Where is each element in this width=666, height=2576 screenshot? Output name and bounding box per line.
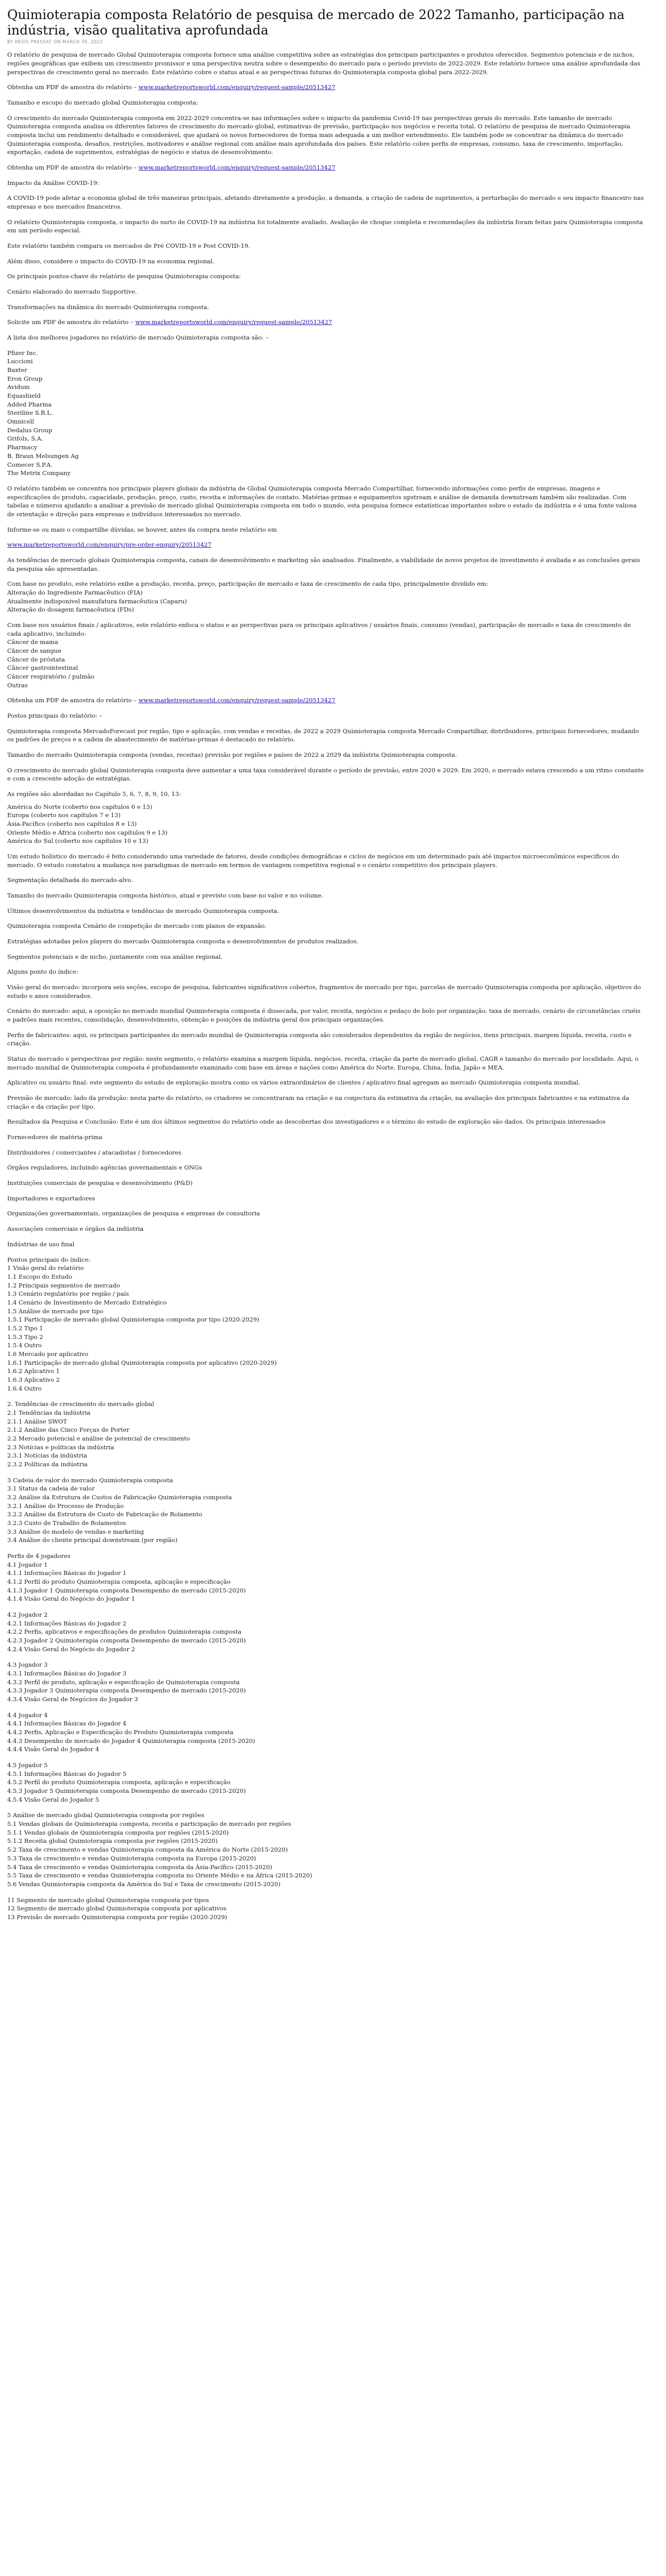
paragraph-distributors: Distribuidores / comerciantes / atacadistas / fornecedores [7, 1148, 181, 1156]
paragraph-latest: Últimos desenvolvimentos da indústria e tendências de mercado Quimioterapia composta. [7, 907, 279, 914]
toc-item: 4.3 Jogador 3 [7, 1661, 48, 1669]
sample-link[interactable]: www.marketreportsworld.com/enquiry/request-sample/20513427 [138, 83, 336, 91]
toc-item: 4.2.3 Jogador 2 Quimioterapia composta Desempenho de mercado (2015-2020) [7, 1637, 246, 1645]
paragraph-associations: Associações comerciais e órgãos da indústria [7, 1225, 144, 1233]
toc-item: 5 Análise de mercado global Quimioterapia composta por regiões [7, 1811, 205, 1819]
toc-item: Perfis de 4 jogadores [7, 1552, 71, 1560]
toc-item: 2. Tendências de crescimento do mercado global [7, 1400, 154, 1408]
toc-item: 5.3 Taxa de crescimento e vendas Quimioterapia composta na Europa (2015-2020) [7, 1854, 256, 1862]
paragraph-competition: Quimioterapia composta Cenário de competição de mercado com planos de expansão. [7, 922, 267, 930]
toc-item: 4.5 Jogador 5 [7, 1761, 48, 1769]
toc-item: 4.5.4 Visão Geral do Jogador 5 [7, 1795, 99, 1803]
toc-item: 1.5.3 Tipo 2 [7, 1333, 43, 1341]
title-line-1: Quimioterapia composta Relatório de pesquisa de mercado de 2022 Tamanho, participação na [7, 7, 625, 22]
toc-item: 1.5 Análise de mercado por tipo [7, 1307, 104, 1315]
list-item: Equashield [7, 392, 41, 400]
toc-item: 1.6 Mercado por aplicativo [7, 1350, 89, 1358]
list-item: Câncer de sangue [7, 647, 62, 654]
toc-item: 4.4 Jogador 4 [7, 1711, 48, 1719]
apps-section [7, 621, 644, 689]
toc-item: 2.3.1 Notícias da indústria [7, 1452, 88, 1460]
toc-item: 1.5.1 Participação de mercado global Quimioterapia composta por tipo (2020-2029) [7, 1316, 259, 1324]
regions-section [7, 790, 644, 845]
paragraph-scenario: Cenário elaborado do mercado Supportive. [7, 288, 137, 296]
list-item: Outras [7, 681, 28, 689]
article-title [7, 7, 644, 38]
paragraph-index-heading: Alguns ponto do índice: [7, 968, 78, 976]
toc-item: 12 Segmento de mercado global Quimioterapia composta por aplicativos [7, 1905, 227, 1912]
toc-spacer [7, 1545, 644, 1552]
paragraph-strategies: Estratégias adotadas pelos players do mercado Quimioterapia composta e desenvolvimentos de produtos realizados. [7, 938, 359, 945]
paragraph-importers: Importadores e exportadores [7, 1194, 95, 1202]
list-item: Câncer de próstata [7, 655, 65, 663]
paragraph-regions-heading: As regiões são abordadas no Capítulo 5, 6, 7, 8, 9, 10, 13: [7, 790, 181, 798]
paragraph-profiles: Perfis de fabricantes: aqui, os principais participantes do mercado mundial de Quimioterapia composta são considerados dependentes da região de negócios, itens principais, margem líquida, receita, custo e criação. [7, 1031, 632, 1047]
list-item: Baxter [7, 366, 27, 374]
toc-item: 1.5.4 Outro [7, 1342, 42, 1349]
toc-item: 5.5 Taxa de crescimento e vendas Quimioterapia composta no Oriente Médio e na África (2015-2020) [7, 1872, 312, 1879]
paragraph-government: Organizações governamentais, organizações de pesquisa e empresas de consultoria [7, 1210, 260, 1217]
toc-item: 2.2 Mercado potencial e análise de potencial de crescimento [7, 1434, 190, 1442]
toc-item: 5.4 Taxa de crescimento e vendas Quimioterapia composta da Ásia-Pacífico (2015-2020) [7, 1863, 273, 1871]
toc-item: 4.2.4 Visão Geral do Negócio do Jogador 2 [7, 1645, 135, 1653]
sample-link-line-1 [7, 83, 644, 92]
toc-item: 1.6.4 Outro [7, 1384, 42, 1392]
toc-item: 2.1.1 Análise SWOT [7, 1417, 67, 1425]
paragraph-size-history: Tamanho do mercado Quimioterapia composta histórico, atual e previsto com base no valor e no volume. [7, 892, 323, 900]
paragraph-players-heading: A lista dos melhores jogadores no relatório de mercado Quimioterapia composta são: – [7, 334, 269, 342]
toc-item: 5.6 Vendas Quimioterapia composta da América do Sul e Taxa de crescimento (2015-2020) [7, 1880, 281, 1888]
toc-spacer [7, 1469, 644, 1476]
toc-item: 3.1 Status da cadeia de valor [7, 1485, 95, 1493]
toc-item: 4.3.1 Informações Básicas do Jogador 3 [7, 1670, 127, 1677]
pre-order-link[interactable]: www.marketreportsworld.com/enquiry/pre-order-enquiry/20513427 [7, 541, 212, 549]
toc-item: 5.1.2 Receita global Quimioterapia composta por regiões (2015-2020) [7, 1837, 218, 1845]
paragraph-overview: Visão geral do mercado: incorpora seis seções, escopo de pesquisa, fabricantes significativos cobertos, fragmentos de mercado por tipo, parcelas de mercado Quimioterapia composta por aplicação, objetivos do estudo e anos considerados. [7, 984, 641, 999]
list-item: América do Sul (coberto nos capítulos 10 e 13) [7, 837, 148, 845]
toc-item: 5.1.1 Vendas globais de Quimioterapia composta por regiões (2015-2020) [7, 1828, 229, 1836]
title-line-2: indústria, visão qualitativa aprofundada [7, 23, 269, 38]
toc-item: 3.2.1 Análise do Processo de Produção [7, 1502, 124, 1510]
paragraph-covid-3: Este relatório também compara os mercados de Pré COVID-19 e Post COVID-19. [7, 242, 251, 250]
paragraph-report-points: Postos principais do relatório: – [7, 711, 103, 719]
toc-spacer [7, 1754, 644, 1761]
list-item: Câncer gastrointestinal [7, 664, 78, 672]
players-list [7, 349, 644, 478]
toc-item: 4.5.3 Jogador 5 Quimioterapia composta Desempenho de mercado (2015-2020) [7, 1787, 246, 1795]
toc-item: 1 Visão geral do relatório [7, 1264, 84, 1272]
toc-item: 3.2.3 Custo de Trabalho de Rolamentos [7, 1519, 126, 1527]
link-prefix: Obtenha um PDF de amostra do relatório – [7, 697, 137, 704]
paragraph-apps-heading: Com base nos usuários finais / aplicativos, este relatório enfoca o status e as perspectivas para os principais aplicativos / usuários finais, consumo (vendas), participação de mercado e taxa de crescimento de cada aplicativo, incluindo: [7, 621, 631, 637]
list-item: Avidum [7, 383, 30, 391]
paragraph-rnd: Instituições comerciais de pesquisa e desenvolvimento (P&D) [7, 1179, 193, 1187]
toc-item: 1.5.2 Tipo 1 [7, 1324, 43, 1332]
toc-item: 4.2 Jogador 2 [7, 1611, 48, 1619]
paragraph-status-region: Status do mercado e perspectivas por região: neste segmento, o relatório examina a margem líquida, negócios, receita, criação da parte do mercado global, CAGR e tamanho do mercado por localidade. Aqui, o mercado mundial de Quimioterapia composta é profundamente examinado com base em áreas e nações como América do Norte, Europa, China, Índia, Japão e MEA. [7, 1055, 639, 1071]
link-prefix: Obtenha um PDF de amostra do relatório – [7, 164, 137, 172]
paragraph-raw-suppliers: Fornecedores de matéria-prima [7, 1133, 103, 1141]
sample-link-line-2 [7, 163, 644, 172]
sample-link[interactable]: www.marketreportsworld.com/enquiry/request-sample/20513427 [138, 164, 336, 172]
toc-item: Pontos principais do índice: [7, 1256, 91, 1263]
toc-item: 3.4 Análise do cliente principal downstream (por região) [7, 1536, 178, 1544]
paragraph-app-enduser: Aplicativo ou usuário final: este segmento do estudo de exploração mostra como os vários extraordinários de clientes / aplicativo final agregam ao mercado Quimioterapia composta mundial. [7, 1079, 580, 1087]
list-item: Atualmente indisponível manufatura farmacêutica (Caparu) [7, 597, 187, 605]
toc-item: 5.2 Taxa de crescimento e vendas Quimioterapia composta da América do Norte (2015-2020) [7, 1846, 288, 1854]
toc-item: 1.2 Principais segmentos de mercado [7, 1281, 120, 1289]
toc-item: 1.1 Escopo do Estudo [7, 1273, 73, 1280]
byline: BY REVIS PRESSAT ON MARCH 30, 2022 [7, 40, 103, 45]
paragraph-holistic: Um estudo holístico do mercado é feito considerando uma variedade de fatores, desde condições demográficas e ciclos de negócios em um determinado país até impactos microeconômicos específicos do mercado. O estudo constatou a mudança nos paradigmas de mercado em termos de vantagem competitiva regional e o cenário competitivo dos principais players. [7, 853, 620, 869]
paragraph-key-points: Os principais pontos-chave do relatório de pesquisa Quimioterapia composta: [7, 273, 241, 280]
toc-item: 4.4.2 Perfis, Aplicação e Especificação do Produto Quimioterapia composta [7, 1728, 234, 1736]
table-of-contents [7, 1256, 644, 1922]
paragraph-players-detail: O relatório também se concentra nos principais players globais da indústria de Global Quimioterapia composta Mercado Compartilhar, fornecendo informações como perfis de empresas, imagens e especificações do produto, capacidade, produção, preço, custo, receita e informações de contato. Matérias-primas e equipamentos upstream e análise de demanda downstream também são realizadas. Com tabelas e números ajudando a analisar a previsão de mercado global Quimioterapia composta em todo o mundo, esta pesquisa fornece estatísticas importantes sobre o estado da indústria e é uma fonte valiosa de orientação e direção para empresas e indivíduos interessados no mercado. [7, 484, 637, 518]
paragraph-covid-1: A COVID-19 pode afetar a economia global de três maneiras principais, afetando diretamente a produção, a demanda, a criação de cadeia de suprimentos, a perturbação do mercado e seu impacto financeiro nas empresas e nos mercados financeiros. [7, 194, 644, 211]
toc-spacer [7, 1704, 644, 1711]
toc-item: 4.1.3 Jogador 1 Quimioterapia composta Desempenho de mercado (2015-2020) [7, 1586, 246, 1594]
toc-item: 4.3.2 Perfil de produto, aplicação e especificação de Quimioterapia composta [7, 1678, 240, 1686]
toc-spacer [7, 1889, 644, 1896]
list-item: Europa (coberto nos capítulos 7 e 13) [7, 811, 121, 819]
sample-link-line-4 [7, 696, 644, 705]
toc-item: 4.4.3 Desempenho de mercado do Jogador 4 Quimioterapia composta (2015-2020) [7, 1737, 255, 1744]
list-item: Dedalus Group [7, 426, 53, 434]
paragraph-covid-heading: Impacto da Análise COVID-19: [7, 179, 99, 187]
paragraph-scenario-detail: Cenário do mercado: aqui, a oposição no mercado mundial Quimioterapia composta é dissecada, por valor, receita, negócios e pedaço de bolo por organização, taxa de mercado, cenário de circunstâncias cruéis e padrões mais recentes, consolidação, desenvolvimento, obtenção e posições da indústria geral dos principais organizações. [7, 1007, 641, 1024]
toc-item: 11 Segmento de mercado global Quimioterapia composta por tipos [7, 1896, 209, 1904]
paragraph-forecast: Quimioterapia composta MercadoForecast por região, tipo e aplicação, com vendas e receitas, de 2022 a 2029 Quimioterapia composta Mercado Compartilhar, distribuidores, principais fornecedores, mudando os padrões de preços e a cadeia de abastecimento de matérias-primas é destacado no relatório. [7, 727, 639, 743]
paragraph-end-use: Indústrias de uso final [7, 1240, 75, 1248]
list-item: Steriline S.R.L. [7, 409, 53, 417]
toc-item: 4.1.2 Perfil do produto Quimioterapia composta, aplicação e especificação [7, 1578, 231, 1586]
list-item: The Metrix Company [7, 469, 71, 477]
paragraph-scope-heading: Tamanho e escopo do mercado global Quimioterapia composta: [7, 99, 198, 106]
toc-item: 4.4.4 Visão Geral do Jogador 4 [7, 1745, 99, 1753]
toc-spacer [7, 1603, 644, 1611]
paragraph-types-heading: Com base no produto, este relatório exibe a produção, receita, preço, participação de mercado e taxa de crescimento de cada tipo, principalmente dividido em: [7, 580, 489, 588]
toc-spacer [7, 1393, 644, 1400]
sample-link-line-3 [7, 318, 644, 327]
paragraph-results: Resultados da Pesquisa e Conclusão: Este é um dos últimos segmentos do relatório onde as descobertas dos investigadores e o término do estudo de exploração são dados. Os principais interessados [7, 1118, 606, 1126]
list-item: Câncer respiratório / pulmão [7, 672, 95, 680]
list-item: Pfizer Inc. [7, 349, 38, 357]
toc-item: 4.2.1 Informações Básicas do Jogador 2 [7, 1619, 127, 1627]
toc-item: 13 Previsão de mercado Quimioterapia composta por região (2020-2029) [7, 1913, 227, 1921]
toc-item: 4.5.2 Perfil do produto Quimioterapia composta, aplicação e especificação [7, 1778, 231, 1786]
paragraph-forecast-production: Previsão de mercado: lado da produção: nesta parte do relatório, os criadores se concentraram na criação e na conjectura da estimativa da criação, na avaliação dos principais fabricantes e na estimativa da criação e da criação por tipo. [7, 1094, 629, 1110]
list-item: Grifols, S.A. [7, 435, 43, 443]
paragraph-niche: Segmentos potenciais e de nicho, juntamente com sua análise regional. [7, 953, 223, 960]
list-item: B. Braun Melsungen Ag [7, 452, 79, 460]
toc-item: 4.3.3 Jogador 3 Quimioterapia composta Desempenho de mercado (2015-2020) [7, 1687, 246, 1694]
sample-link[interactable]: www.marketreportsworld.com/enquiry/request-sample/20513427 [135, 318, 332, 326]
list-item: Oriente Médio e África (coberto nos capítulos 9 e 13) [7, 828, 168, 836]
paragraph-regulators: Órgãos reguladores, incluindo agências governamentais e ONGs [7, 1164, 202, 1172]
toc-item: 3.3 Análise do modelo de vendas e marketing [7, 1528, 144, 1535]
list-item: Alteração do Ingrediente Farmacêutico (FIA) [7, 588, 143, 596]
list-item: Ásia-Pacífico (coberto nos capítulos 8 e 13) [7, 820, 137, 827]
toc-item: 4.1.4 Visão Geral do Negócio do Jogador 1 [7, 1595, 135, 1603]
toc-item: 4.4.1 Informações Básicas do Jogador 4 [7, 1720, 127, 1727]
toc-item: 4.2.2 Perfis, aplicativos e especificações de produtos Quimioterapia composta [7, 1628, 242, 1636]
list-item: Comecer S.P.A. [7, 461, 53, 468]
toc-item: 4.5.1 Informações Básicas do Jogador 5 [7, 1770, 127, 1777]
toc-item: 2.3 Notícias e políticas da indústria [7, 1443, 114, 1451]
toc-item: 2.1.2 Análise das Cinco Forças de Porter [7, 1426, 129, 1434]
paragraph-market-size: Tamanho do mercado Quimioterapia composta (vendas, receitas) previsão por regiões e países de 2022 a 2029 da indústria Quimioterapia composta. [7, 751, 457, 758]
toc-spacer [7, 1804, 644, 1811]
list-item: Alteração do dosagem farmacêutica (FDs) [7, 606, 134, 614]
list-item: Added Pharma [7, 400, 52, 408]
link-prefix: Solicite um PDF de amostra do relatório – [7, 318, 134, 326]
toc-item: 1.4 Cenário de Investimento de Mercado Estratégico [7, 1298, 167, 1306]
paragraph-covid-2: O relatório Quimioterapia composta, o impacto do surto de COVID-19 na indústria foi totalmente avaliado. Avaliação de choque completa e recomendações da indústria foram feitas para Quimioterapia composta em um período especial. [7, 218, 643, 234]
toc-item: 1.6.3 Aplicativo 2 [7, 1376, 60, 1383]
toc-item: 4.1 Jogador 1 [7, 1561, 48, 1568]
paragraph-covid-4: Além disso, considere o impacto do COVID-19 na economia regional. [7, 257, 214, 265]
list-item: Câncer de mama [7, 638, 58, 646]
toc-item: 3 Cadeia de valor do mercado Quimioterapia composta [7, 1476, 173, 1484]
toc-item: 1.6.2 Aplicativo 1 [7, 1367, 60, 1375]
paragraph-scope: O crescimento do mercado Quimioterapia composta em 2022-2029 concentra-se nas informações sobre o impacto da pandemia Covid-19 nas perspectivas gerais do mercado. Este tamanho de mercado Quimioterapia composta analisa os diferentes fatores de crescimento do mercado global, estimativas de previsão, participação nos negócios e receita total. O relatório de pesquisa de mercado Quimioterapia composta inclui um rendimento detalhado e considerável, que ajudará os novos fornecedores de forma mais adequada a um melhor entendimento. Ele também pode se concentrar na dinâmica do mercado Quimioterapia composta, desafios, restrições, motivadores e análise regional com análise mais aprofundada dos países. Este relatório cobre perfis de empresas, consumo, taxa de crescimento, importação, exportação, cadeia de suprimentos, estratégias de negócio e status de desenvolvimento. [7, 114, 630, 156]
list-item: América do Norte (coberto nos capítulos 6 e 13) [7, 803, 153, 810]
list-item: Pharmacy [7, 444, 38, 451]
toc-item: 2.1 Tendências da indústria [7, 1409, 91, 1416]
toc-item: 4.1.1 Informações Básicas do Jogador 1 [7, 1569, 127, 1577]
sample-link[interactable]: www.marketreportsworld.com/enquiry/request-sample/20513427 [138, 697, 336, 704]
toc-item: 4.3.4 Visão Geral de Negócios do Jogador 3 [7, 1696, 138, 1703]
toc-spacer [7, 1653, 644, 1660]
toc-item: 2.3.2 Políticas da indústria [7, 1460, 88, 1468]
toc-item: 3.2.2 Análise da Estrutura de Custo de Fabricação de Rolamento [7, 1511, 203, 1518]
paragraph-growth: O crescimento do mercado global Quimioterapia composta deve aumentar a uma taxa considerável durante o período de previsão, entre 2020 e 2029. Em 2020, o mercado estava crescendo a um ritmo constante e com a crescente adoção de estratégias. [7, 766, 644, 783]
toc-item: 1.3 Cenário regulatório por região / país [7, 1290, 129, 1298]
list-item: Luccioni [7, 358, 33, 365]
toc-item: 3.2 Análise da Estrutura de Custos de Fabricação Quimioterapia composta [7, 1493, 232, 1501]
paragraph-intro: O relatório de pesquisa de mercado Global Quimioterapia composta fornece uma análise competitiva sobre as estratégias dos principais participantes e produtos oferecidos. Segmentos potenciais e de nichos, regiões geográficas que exibem um crescimento promissor e uma perspectiva neutra sobre o desempenho do mercado para o período previsto de 2022-2029. Este relatório fornece uma análise aprofundada das perspectivas de crescimento geral no mercado. Este relatório cobre o status atual e as perspectivas futuras do Quimioterapia composta global para 2022-2029. [7, 51, 641, 76]
link-prefix: Obtenha um PDF de amostra do relatório – [7, 83, 137, 91]
paragraph-transformations: Transformações na dinâmica do mercado Quimioterapia composta. [7, 303, 209, 311]
paragraph-enquiry: Informe-se ou mais o compartilhe dúvidas, se houver, antes da compra neste relatório em [7, 526, 277, 533]
toc-item: 1.6.1 Participação de mercado global Quimioterapia composta por aplicativo (2020-2029) [7, 1359, 277, 1366]
list-item: Eron Group [7, 375, 43, 382]
toc-item: 5.1 Vendas globais de Quimioterapia composta, receita e participação de mercado por regiões [7, 1820, 291, 1828]
paragraph-trends: As tendências de mercado globais Quimioterapia composta, canais de desenvolvimento e marketing são analisados. Finalmente, a viabilidade de novos projetos de investimento é avaliada e as conclusões gerais da pesquisa são apresentadas. [7, 556, 640, 572]
list-item: Omnicell [7, 418, 35, 426]
order-link-line [7, 540, 644, 549]
paragraph-segmentation: Segmentação detalhada do mercado-alvo. [7, 876, 133, 884]
types-section [7, 580, 644, 614]
